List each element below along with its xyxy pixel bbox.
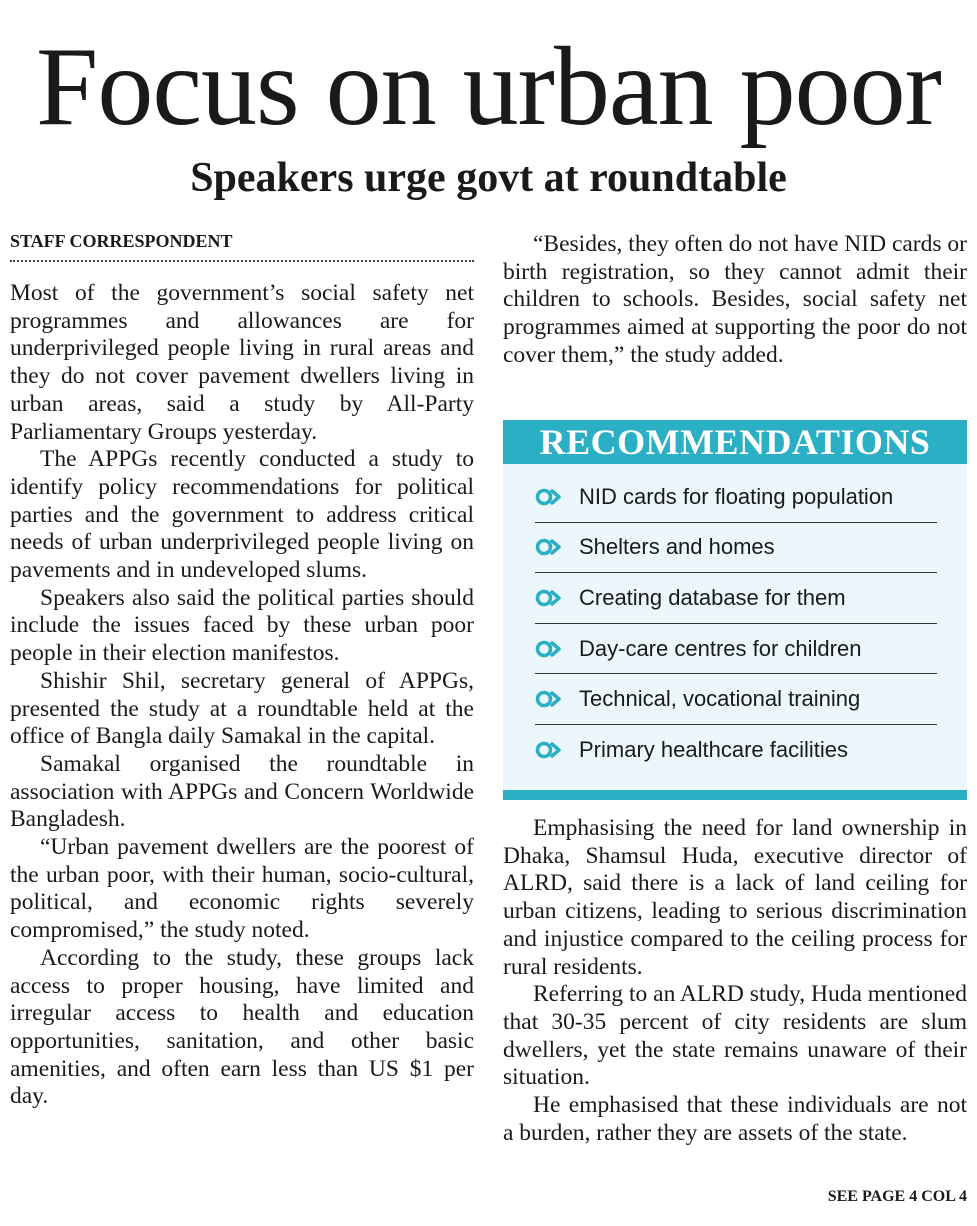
paragraph: Shishir Shil, secretary general of APPGs, presented the study at a roundtable held at the office of Bangla daily Samakal in the capital.: [10, 667, 474, 750]
recommendations-bottom-bar: [503, 790, 967, 800]
recommendations-title: RECOMMENDATIONS: [503, 420, 967, 464]
chevron-bullet-icon: [535, 488, 563, 506]
chevron-bullet-icon: [535, 589, 563, 607]
recommendation-item: [535, 725, 937, 775]
recommendation-label: Day-care centres for children: [579, 635, 862, 661]
paragraph: He emphasised that these individuals are not a burden, rather they are assets of the state.: [503, 1092, 967, 1146]
article-column-right-bottom: [503, 815, 967, 1147]
paragraph: “Urban pavement dwellers are the poorest of the urban poor, with their human, socio-cultural, political, and economic rights severely compromised,” the study noted.: [10, 834, 474, 944]
chevron-bullet-icon: [535, 741, 563, 759]
paragraph: Samakal organised the roundtable in association with APPGs and Concern Worldwide Bangladesh.: [10, 750, 474, 833]
paragraph: Referring to an ALRD study, Huda mentioned that 30-35 percent of city residents are slum dwellers, yet the state remains unaware of their situation.: [503, 981, 967, 1091]
byline: STAFF CORRESPONDENT: [10, 230, 474, 262]
paragraph: According to the study, these groups lack access to proper housing, have limited and irregular access to health and education opportunities, sanitation, and other basic amenities, and often earn less than US $1 per day.: [10, 944, 474, 1110]
continued-on-page-link[interactable]: SEE PAGE 4 COL 4: [827, 1188, 967, 1205]
chevron-bullet-icon: [535, 538, 563, 556]
paragraph: The APPGs recently conducted a study to identify policy recommendations for political parties and the government to address critical needs of urban underprivileged people living on pavements and in undeveloped slums.: [10, 446, 474, 584]
recommendation-item: [535, 472, 937, 523]
chevron-bullet-icon: [535, 690, 563, 708]
recommendations-box: [503, 420, 967, 800]
paragraph: Speakers also said the political parties should include the issues faced by these urban poor people in their election manifestos.: [10, 584, 474, 667]
recommendation-item: [535, 573, 937, 624]
recommendation-label: Primary healthcare facilities: [579, 736, 848, 762]
subheadline: Speakers urge govt at roundtable: [190, 155, 787, 201]
recommendation-item: [535, 523, 937, 574]
article-column-right-top: [503, 231, 967, 370]
headline: Focus on urban poor: [36, 25, 941, 149]
article-column-left: [10, 280, 474, 1111]
paragraph: Emphasising the need for land ownership in Dhaka, Shamsul Huda, executive director of ALRD, said there is a lack of land ceiling for urban citizens, leading to serious discrimination and injustice compared to the ceiling process for rural residents.: [503, 815, 967, 980]
recommendations-list: [535, 472, 937, 775]
chevron-bullet-icon: [535, 640, 563, 658]
recommendation-item: [535, 624, 937, 675]
recommendation-item: [535, 674, 937, 725]
recommendation-label: Creating database for them: [579, 584, 846, 610]
recommendation-label: Technical, vocational training: [579, 686, 861, 712]
paragraph: Most of the government’s social safety net programmes and allowances are for underprivileged people living in rural areas and they do not cover pavement dwellers living in urban areas, said a study by All-Party Parliamentary Groups yesterday.: [10, 280, 474, 445]
recommendation-label: Shelters and homes: [579, 534, 775, 560]
recommendation-label: NID cards for floating population: [579, 483, 894, 509]
paragraph: “Besides, they often do not have NID cards or birth registration, so they cannot admit their children to schools. Besides, social safety net programmes aimed at supporting the poor do not cover them,” the study added.: [503, 231, 967, 368]
